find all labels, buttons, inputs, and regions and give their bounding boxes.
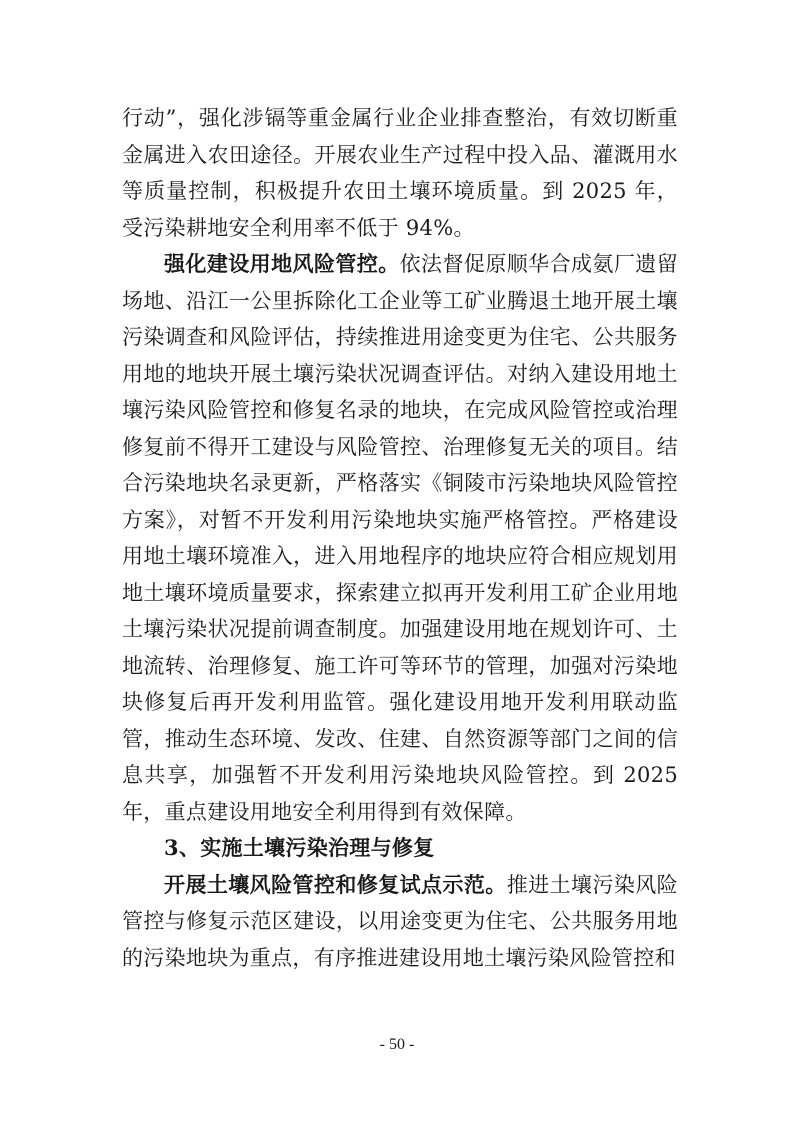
- paragraph-text: 行动”，强化涉镉等重金属行业企业排查整治，有效切断重金属进入农田途径。开展农业生产过程中投入品、灌溉用水等质量控制，积极提升农田土壤环境质量。到 2025 年，受污染耕地安全利用率不低于 94%。: [122, 106, 678, 240]
- paragraph-lead-heading: 开展土壤风险管控和修复试点示范。: [164, 871, 507, 897]
- paragraph-text: 推进土壤污染风险管控与修复示范区建设，以用途变更为住宅、公共服务用地的污染地块为重点，有序推进建设用地土壤污染风险管控和: [122, 872, 678, 970]
- section-heading-text: 3、实施土壤污染治理与修复: [164, 835, 435, 860]
- section-heading: [122, 830, 678, 867]
- paragraph-construction-land: [122, 246, 678, 830]
- body-text: [122, 100, 678, 976]
- paragraph-text: 依法督促原顺华合成氨厂遗留场地、沿江一公里拆除化工企业等工矿业腾退土地开展土壤污染调查和风险评估，持续推进用途变更为住宅、公共服务用地的地块开展土壤污染状况调查评估。对纳入建设用地土壤污染风险管控和修复名录的地块，在完成风险管控或治理修复前不得开工建设与风险管控、治理修复无关的项目。结合污染地块名录更新，严格落实《铜陵市污染地块风险管控方案》，对暂不开发利用污染地块实施严格管控。严格建设用地土壤环境准入，进入用地程序的地块应符合相应规划用地土壤环境质量要求，探索建立拟再开发利用工矿企业用地土壤污染状况提前调查制度。加强建设用地在规划许可、土地流转、治理修复、施工许可等环节的管理，加强对污染地块修复后再开发利用监管。强化建设用地开发利用联动监管，推动生态环境、发改、住建、自然资源等部门之间的信息共享，加强暂不开发利用污染地块风险管控。到 2025 年，重点建设用地安全利用得到有效保障。: [122, 252, 678, 824]
- paragraph-continued: [122, 100, 678, 246]
- paragraph-lead-heading: 强化建设用地风险管控。: [164, 251, 400, 276]
- paragraph-pilot-demonstration: [122, 867, 678, 977]
- page-number: - 50 -: [379, 1036, 415, 1053]
